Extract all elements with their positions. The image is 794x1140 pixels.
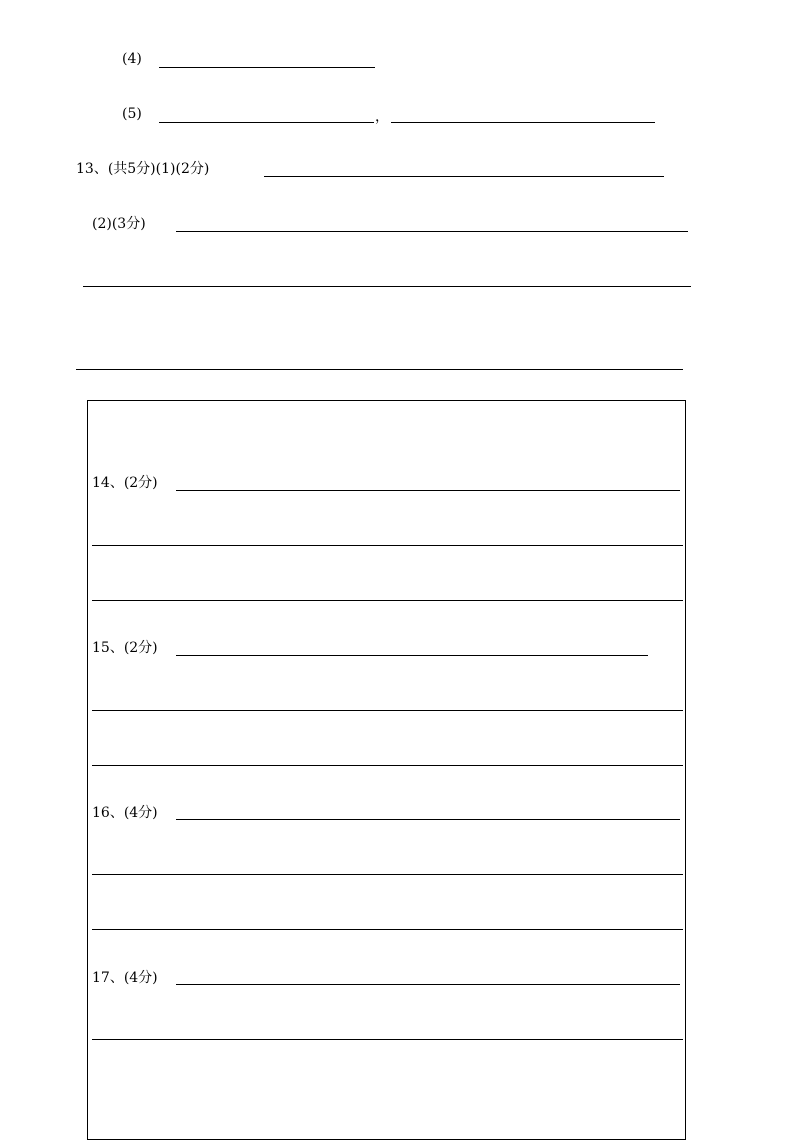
q12-4-answer-line[interactable] — [159, 67, 375, 68]
q13-1-answer-line[interactable] — [264, 176, 664, 177]
q14-label: 14、(2分) — [92, 475, 158, 491]
q14-answer-line[interactable] — [176, 490, 680, 491]
q15-label: 15、(2分) — [92, 640, 158, 656]
q12-4-label: (4) — [122, 51, 142, 67]
q17-answer-line-2[interactable] — [92, 1039, 683, 1040]
q15-answer-line-2[interactable] — [92, 710, 683, 711]
q14-answer-line-2[interactable] — [92, 545, 683, 546]
q13-1-label: 13、(共5分)(1)(2分) — [76, 161, 210, 177]
q14-answer-line-3[interactable] — [92, 600, 683, 601]
q16-answer-line-3[interactable] — [92, 929, 683, 930]
q12-5-answer-line-b[interactable] — [391, 122, 655, 123]
q13-2-answer-line[interactable] — [176, 231, 688, 232]
q15-answer-line-3[interactable] — [92, 765, 683, 766]
q16-answer-line-2[interactable] — [92, 874, 683, 875]
q12-5-label: (5) — [122, 106, 142, 122]
q17-answer-line[interactable] — [176, 984, 680, 985]
q16-label: 16、(4分) — [92, 805, 158, 821]
q13-2-label: (2)(3分) — [92, 216, 146, 232]
q12-5-separator: ， — [375, 109, 389, 125]
q13-2-answer-line-3[interactable] — [76, 369, 683, 370]
q17-label: 17、(4分) — [92, 970, 158, 986]
q12-5-answer-line-a[interactable] — [159, 122, 374, 123]
q16-answer-line[interactable] — [176, 819, 680, 820]
answer-box — [87, 400, 686, 1140]
q15-answer-line[interactable] — [176, 655, 648, 656]
q13-2-answer-line-2[interactable] — [83, 286, 691, 287]
